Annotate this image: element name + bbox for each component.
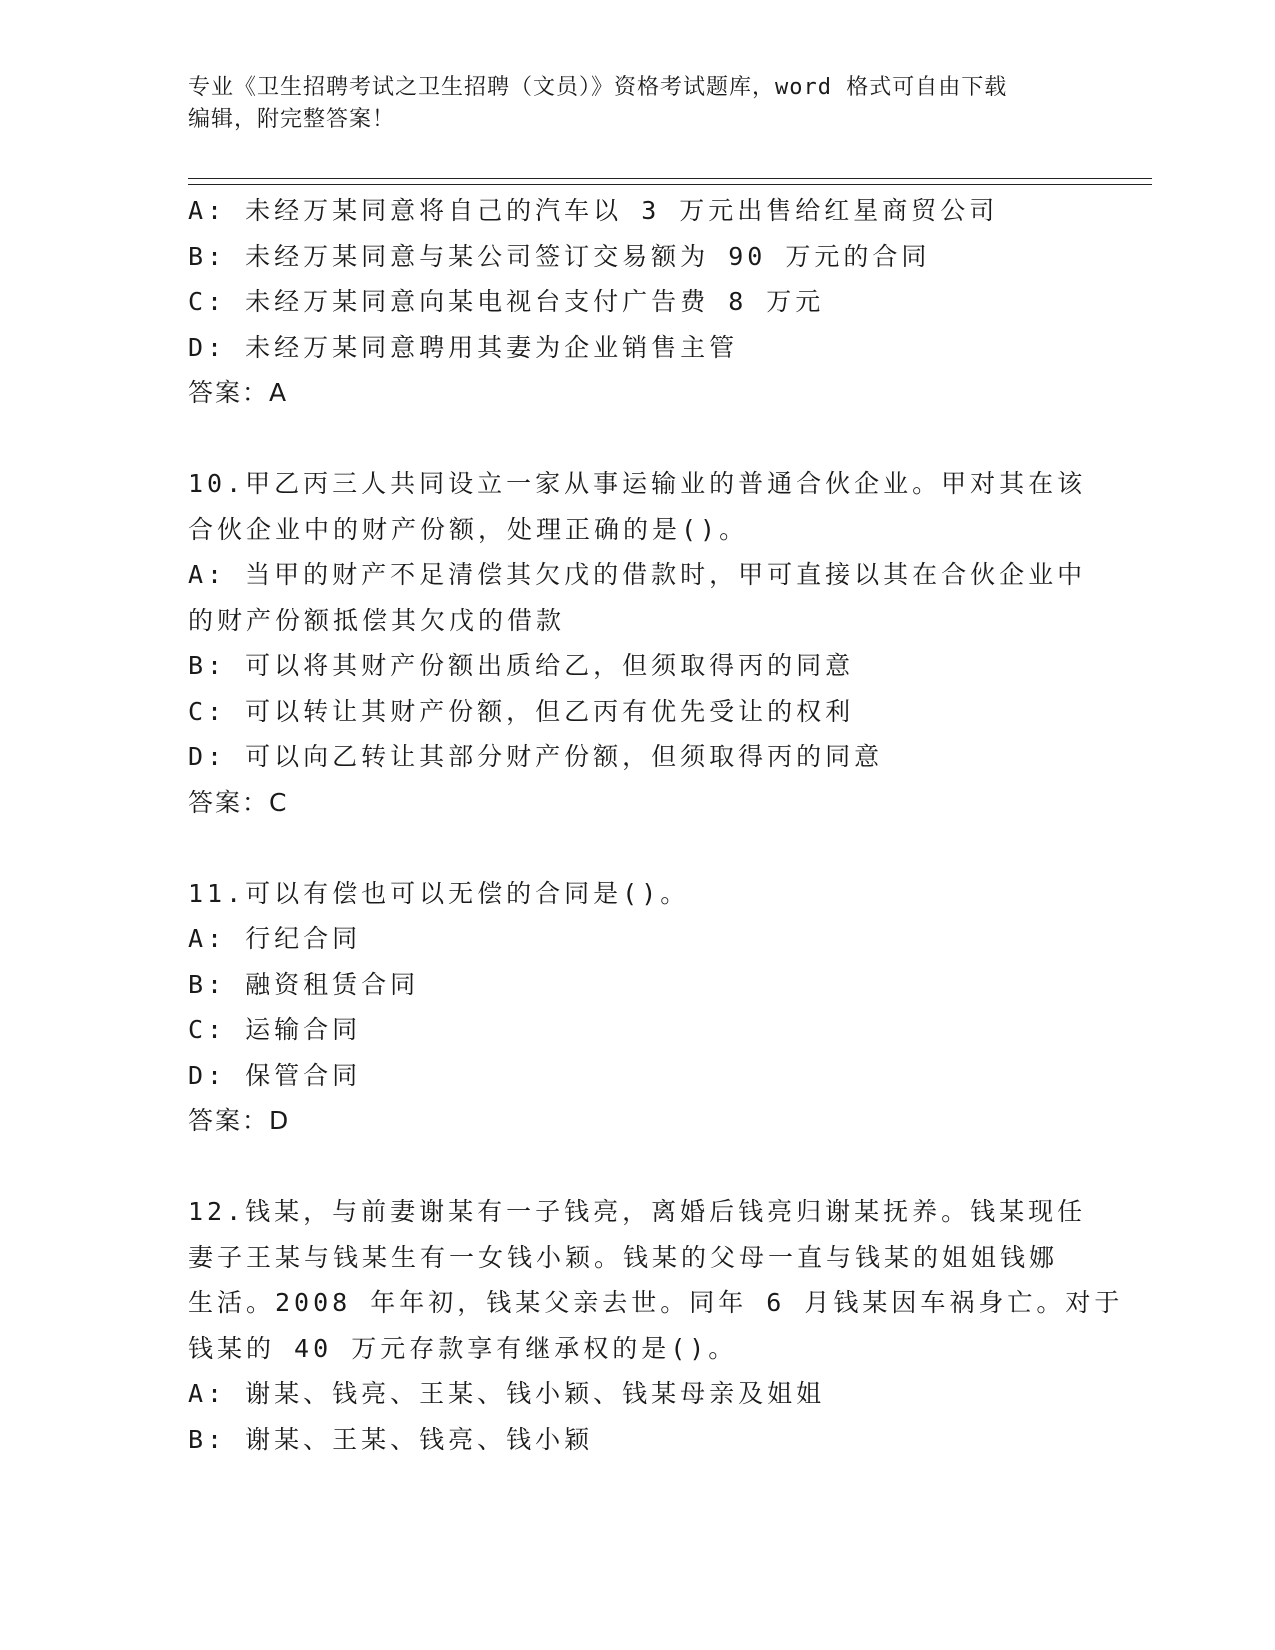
answer: 答案：D [188,1106,291,1135]
header-line-2: 编辑，附完整答案！ [188,107,396,132]
question-9 [188,188,1088,416]
question-stem: 合伙企业中的财产份额，处理正确的是()。 [188,514,749,544]
option-d: D: 未经万某同意聘用其妻为企业销售主管 [188,332,739,362]
option-b: B: 可以将其财产份额出质给乙，但须取得丙的同意 [188,651,855,680]
option-c: C: 运输合同 [188,1015,362,1044]
question-stem: 10.甲乙丙三人共同设立一家从事运输业的普通合伙企业。甲对其在该 [188,469,1087,498]
question-stem: 生活。2008 年年初，钱某父亲去世。同年 6 月钱某因车祸身亡。对于 [188,1288,1124,1317]
spacer [188,416,1088,462]
question-stem: 钱某的 40 万元存款享有继承权的是()。 [188,1333,738,1363]
question-stem: 11.可以有偿也可以无偿的合同是()。 [188,878,690,908]
document-header [188,72,1068,136]
header-divider-thin [188,184,1152,185]
option-c: C: 未经万某同意向某电视台支付广告费 8 万元 [188,287,825,316]
question-12 [188,1189,1124,1462]
spacer [188,1144,1088,1190]
header-line-1: 专业《卫生招聘考试之卫生招聘（文员）》资格考试题库，word 格式可自由下载 [188,75,1008,100]
question-10 [188,461,1088,825]
option-a: A: 行纪合同 [188,924,362,953]
question-list [188,188,1124,1462]
spacer [188,825,1088,871]
question-stem: 12.钱某，与前妻谢某有一子钱亮，离婚后钱亮归谢某抚养。钱某现任 [188,1197,1087,1226]
option-c: C: 可以转让其财产份额，但乙丙有优先受让的权利 [188,696,855,726]
option-a: A: 未经万某同意将自己的汽车以 3 万元出售给红星商贸公司 [188,196,999,225]
question-11 [188,871,1088,1144]
option-a: A: 谢某、钱亮、王某、钱小颖、钱某母亲及姐姐 [188,1379,826,1408]
answer: 答案：A [188,378,289,407]
option-a-continued: 的财产份额抵偿其欠戊的借款 [188,605,566,635]
header-divider-thick [188,178,1152,179]
answer: 答案：C [188,787,289,817]
option-d: D: 可以向乙转让其部分财产份额，但须取得丙的同意 [188,742,884,771]
option-d: D: 保管合同 [188,1060,362,1090]
option-b: B: 融资租赁合同 [188,969,420,999]
question-stem: 妻子王某与钱某生有一女钱小颖。钱某的父母一直与钱某的姐姐钱娜 [188,1242,1059,1272]
option-b: B: 谢某、王某、钱亮、钱小颖 [188,1424,594,1454]
option-a: A: 当甲的财产不足清偿其欠戊的借款时，甲可直接以其在合伙企业中 [188,560,1087,589]
option-b: B: 未经万某同意与某公司签订交易额为 90 万元的合同 [188,241,931,271]
